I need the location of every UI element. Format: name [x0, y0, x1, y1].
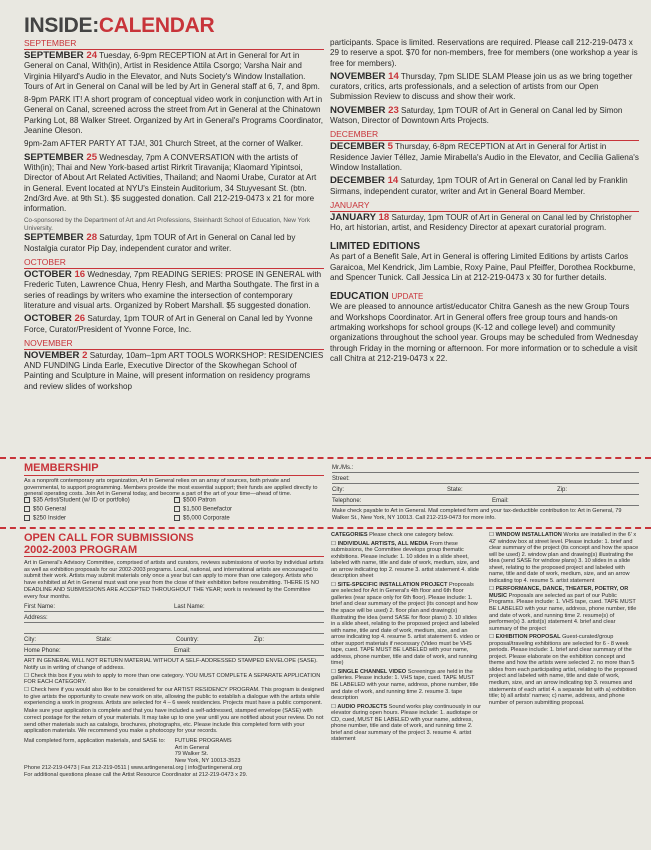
category-text: From these submissions, the Committee develops group thematic exhibitions. Please include: 1. 10 slides in a slide sheet, labeled with name, title and date of work, medium, size, and an arrow indicating top 2. resume 3. artist statement 4. slide description sheet: [331, 540, 480, 580]
categories-column-2: [489, 532, 639, 708]
residency-checkbox[interactable]: ☐ Check here if you would also like to be considered for our ARTIST RESIDENCY PROGRAM. This program is designed to give artists the opportunity to create new work on site, allowing the public to establish a dialogue with the artists while experiencing a work in progress. Artists are selected for 4 – 6 week residencies. Projects must have a public component.: [24, 687, 324, 707]
field-label: Mr./Ms.:: [332, 465, 354, 471]
education-text: We are pleased to announce artist/educator Chitra Ganesh as the new Group Tours and Workshops Coordinator. Art in General offers free group tours and hands-on artmaking workshops for school groups (K-12 and college level) and community organizations throughout the school year. Groups may be scheduled from Wednesday through Friday in the morning or afternoon. For more information or to schedule a visit call Chitra at 212-219-0473 x 22.: [330, 302, 639, 363]
checkbox-icon[interactable]: [174, 506, 180, 512]
category-text: Guest-curated/group proposal/traveling exhibitions are selected for 6 - 8 week periods. Please include: 1. brief and clear summary of the project. Please elaborate on the exhibition concept and theme and how the artists were selected 2. no more than 5 slides from each participating artist, relating to the proposed project and labeled with name, title and date of work, medium, size, and an arrow indicating top 3. resumes and statements of each artist 4. a separate list with a) exhibition title; b) all artists' names; c) name, address, and phone number of person submitting proposal.: [489, 634, 638, 706]
field-label: City:: [24, 636, 36, 643]
field-label: Last Name:: [174, 603, 205, 610]
event-month: JANUARY: [330, 211, 376, 223]
limited-editions-heading: LIMITED EDITIONS: [330, 241, 420, 253]
event-date: [330, 141, 393, 152]
calendar-event: [24, 139, 324, 149]
categories-heading: CATEGORIES: [331, 532, 368, 538]
membership-option-artist[interactable]: [24, 497, 130, 504]
calendar-event: [24, 51, 324, 92]
membership-option-benefactor[interactable]: [174, 506, 232, 513]
checkbox-icon[interactable]: [24, 515, 30, 521]
month-heading: JANUARY: [330, 200, 639, 212]
calendar-event: [24, 270, 324, 311]
category-text: Works are installed in the 6' x 42' window box at street level. Please include: 1. brief and clear summary of the project (its concept and how the space will be used) 2. window plan and drawing(s) illustrating the idea (send SASE for window plans) 3. 10 slides in a slide sheet, relating to the proposed project and labeled with name, title and date of work, medium, size, and an arrow indicating top 4. resume 5. artist statement: [489, 532, 639, 584]
event-day: 18: [378, 211, 390, 223]
membership-option-insider[interactable]: [24, 515, 66, 522]
page-title: [24, 14, 214, 38]
event-date: [24, 50, 97, 61]
education-heading: [330, 291, 639, 302]
calendar-event: [330, 106, 639, 127]
sponsor-note: Co-sponsored by the Department of Art and Art Professions, Steinhardt School of Education, New York University.: [24, 217, 310, 233]
option-label: $5,000 Corporate: [183, 515, 230, 522]
event-date: [24, 313, 85, 324]
category-name: ☐ INDIVIDUAL ARTISTS, ALL MEDIA: [331, 540, 429, 547]
categories-list-2: [489, 532, 639, 706]
city-state-zip-field[interactable]: [332, 484, 639, 495]
event-month: SEPTEMBER: [24, 50, 84, 61]
field-label: Home Phone:: [24, 647, 61, 654]
title-calendar: CALENDAR: [98, 14, 215, 37]
event-text: 8-9pm PARK IT! A short program of conceptual video work in conjunction with Art in General on Canal, screened across the street from Art in General at the Chinatown Parking Lot, 88 Walker Street. Organized by Art in General's Programs Coordinator, Jeanine Oleson.: [24, 95, 324, 136]
event-date: [330, 212, 389, 223]
calendar-event: [330, 213, 639, 234]
membership-option-patron[interactable]: [174, 497, 216, 504]
event-text: Saturday, 1pm TOUR of Art in General on Canal led by Simon Watson, Director of Downtown Arts Projects.: [330, 105, 623, 126]
field-label: Telephone:: [332, 498, 362, 504]
event-day: 5: [387, 141, 393, 153]
month-heading: DECEMBER: [330, 129, 639, 141]
event-text: Saturday, 1pm TOUR of Art in General on Canal led by Christopher Ho, art historian, artist, and Residency Director at apexart curatorial program.: [330, 212, 632, 233]
field-label: Address:: [24, 614, 48, 621]
title-inside: INSIDE:: [24, 14, 99, 37]
event-date: [24, 269, 85, 280]
event-text: Wednesday, 7pm A CONVERSATION with the artists of With(in); Thai and New York-based artist Rirkrit Tiravanija; Klaomard Yipintsoi, Director of About Art Related Activities, Thailand; and Naomi Urabe, Curator at Art in General. Event located at NYU's Einstein Auditorium, 34 Stuyvesant St. (btn. 2nd/3rd Ave. at 9th St.). $5 suggested donation. Call 212-219-0473 x 21 for more information.: [24, 152, 317, 214]
calendar-event: [24, 153, 324, 215]
option-label: $50 General: [33, 506, 67, 513]
event-text: Thursday, 7pm SLIDE SLAM Please join us as we bring together curators, critics, arts professionals, and a selection of artists from our Open Submission Review to discuss and show their work.: [330, 71, 633, 102]
city-state-country-zip-field[interactable]: [24, 634, 324, 645]
field-label: State:: [447, 487, 463, 493]
event-day: 16: [74, 269, 86, 281]
perforation-line-bottom: [0, 527, 651, 529]
event-text: Thursday, 6-8pm RECEPTION at Art in General for Artist in Residence Javier Téllez, Jamie Mirabella's Audio in the Elevator, and Cecilia Galiena's Window Installation.: [330, 142, 639, 172]
field-label: Email:: [492, 498, 509, 504]
option-label: $250 Insider: [33, 515, 67, 522]
event-month: SEPTEMBER: [24, 151, 84, 163]
event-day: 28: [86, 232, 98, 244]
calendar-event: [24, 233, 324, 254]
contact-line: Phone 212-219-0473 | Fax 212-219-0511 | www.artingeneral.org | info@artingeneral.org: [24, 764, 242, 771]
category-option[interactable]: [331, 582, 481, 667]
sase-note: ART IN GENERAL WILL NOT RETURN MATERIAL WITHOUT A SELF-ADDRESSED STAMPED ENVELOPE (SASE). Notify us in writing of change of address.: [24, 658, 318, 671]
category-text: Screenings are held in the galleries. Please include: 1. VHS tape, cued. TAPE MUST BE LABELED with your name, address, phone number, title and date of work, and running time 2. resume 3. tape description: [331, 668, 479, 702]
address-line: Art in General: [174, 744, 210, 751]
checkbox-icon[interactable]: [24, 497, 30, 503]
event-date: [330, 71, 399, 82]
category-option[interactable]: [331, 669, 481, 702]
category-option[interactable]: [331, 541, 481, 580]
event-month: OCTOBER: [24, 313, 72, 325]
address-field[interactable]: [24, 612, 324, 623]
category-text: Proposals are selected for Art in General's 4th floor and 6th floor galleries (rear space only for 6th floor). Please include: 1. brief and clear summary of the project (its concept and how the space will be used) 2. floor plan and drawing(s) illustrating the idea (send SASE for floor plans) 3. 10 slides in a slide sheet, relating to the proposed project and labeled with name, title and date of work, medium, size, and an arrow indicating top 4. resume 5. artist statement 6. video or other support materials if necessary (Video must be VHS tape, cued. TAPE MUST BE LABELED with your name, address, phone number, title and date of work, and running time): [331, 581, 480, 667]
application-instructions: Make sure your application is complete and that you have included a self-addressed, stamped envelope (SASE) with correct postage for the return of your materials. It may take up to one year until you are notified about your review. Do not send other materials such as catalogs, brochures, photographs, etc. Please include this completed form with your application materials. We recommend you make a photocopy for your records.: [24, 708, 324, 735]
event-month: OCTOBER: [24, 269, 72, 281]
category-option[interactable]: [489, 634, 639, 706]
month-heading: SEPTEMBER: [24, 38, 324, 50]
field-label: Street:: [332, 476, 350, 482]
event-text: 9pm-2am AFTER PARTY AT TJA!, 301 Church Street, at the corner of Walker.: [24, 139, 304, 149]
membership-heading: MEMBERSHIP: [24, 462, 324, 476]
category-text: Proposals are selected as part of our Public Programs. Please include: 1. VHS tape, cued. TAPE MUST BE LABELED with your name, address, phone number, title and date of work, and running time 2. resume(s) of performer(s) 3. artist(s) statement 4. brief and clear summary of the project: [489, 592, 637, 632]
event-month: NOVEMBER: [330, 70, 386, 82]
event-day: 2: [82, 349, 88, 361]
open-call-intro: Art in General's Advisory Committee, comprised of artists and curators, reviews submissions of works by individual artists as well as exhibition proposals for our 2002-2003 programs. Local, national, and international artists are encouraged to submit their work. Artists may submit materials only once a year but can apply to more than one category. Artists who have exhibited at Art in General must wait one year from the close of their exhibition before resubmitting. THERE IS NO DEADLINE AND SUBMISSIONS ARE ACCEPTED THROUGHOUT THE YEAR; work is reviewed by the Committee every four months.: [24, 560, 324, 600]
field-label: City:: [332, 487, 344, 493]
category-name: ☐ EXHIBITION PROPOSAL: [489, 634, 561, 641]
category-name: ☐ SINGLE CHANNEL VIDEO: [331, 668, 407, 675]
event-month: NOVEMBER: [24, 349, 80, 361]
option-label: $1,500 Benefactor: [183, 506, 233, 513]
open-call-section: [24, 532, 639, 842]
checkbox-icon[interactable]: [24, 506, 30, 512]
open-call-left: [24, 560, 324, 780]
name-fields[interactable]: [24, 601, 324, 612]
open-call-heading: OPEN CALL FOR SUBMISSIONS: [24, 532, 194, 544]
multi-category-checkbox[interactable]: ☐ Check this box if you wish to apply to more than one category. YOU MUST COMPLETE A SEPARATE APPLICATION FOR EACH CATEGORY.: [24, 672, 321, 686]
phone-email-field[interactable]: [332, 495, 639, 506]
event-text: Wednesday, 7pm READING SERIES: PROSE IN GENERAL with Frederic Tuten, Lawrence Chua, Henry Flesh, and Martha Southgate. The first in a series of readings by writers who examine the intersection of contemporary literature and visual arts. Organized by Robert Marshall. $5 suggested donation.: [24, 270, 322, 310]
event-text: Saturday, 1pm TOUR of Art in General on Canal led by Franklin Sirmans, independent curator, writer and Art in General Board Member.: [330, 176, 628, 196]
category-name: ☐ SITE-SPECIFIC INSTALLATION PROJECT: [331, 581, 448, 588]
event-day: 14: [387, 175, 399, 187]
education-heading-text: EDUCATION: [330, 291, 389, 303]
field-label: First Name:: [24, 603, 56, 610]
open-call-rule: [24, 556, 324, 557]
event-month: DECEMBER: [330, 175, 385, 187]
category-name: ☐ WINDOW INSTALLATION: [489, 532, 562, 538]
event-text: participants. Space is limited. Reservations are required. Please call 212-219-0473 x 29 to reserve a spot. $70 for non-members, free for members (one workshop a year is free for members).: [330, 38, 638, 68]
calendar-event: [24, 95, 324, 136]
category-text: Sound works play continuously in our elevator during open hours. Please include: 1. audiotape or CD, cued, MUST BE LABELED with your name, address, phone number, title and date of work, and running time 2. brief and clear summary of the project 3. resume 4. artist statement: [331, 703, 481, 743]
category-option[interactable]: [489, 586, 639, 632]
category-option[interactable]: [331, 704, 481, 743]
membership-note: Make check payable to Art in General. Mail completed form and your tax-deductible contribution to: Art in General, 79 Walker St., New York, NY 10013. Call 212-219-0473 for more info.: [332, 508, 622, 521]
checkbox-icon[interactable]: [174, 515, 180, 521]
field-label: Zip:: [557, 487, 568, 493]
event-month: DECEMBER: [330, 141, 385, 153]
calendar-event: [24, 314, 324, 335]
education-update-label: UPDATE: [391, 292, 424, 302]
calendar-left-column: [24, 38, 324, 395]
phone-email-field[interactable]: [24, 645, 324, 656]
event-day: 23: [388, 104, 399, 116]
calendar-right-column: [330, 38, 639, 367]
membership-option-corporate[interactable]: [174, 515, 230, 522]
field-label: State:: [96, 636, 112, 643]
field-label: Country:: [176, 636, 199, 643]
address-block: [175, 738, 241, 765]
membership-form: [332, 462, 639, 521]
categories-hint: Please check one category below.: [369, 532, 454, 538]
name-field[interactable]: [332, 462, 639, 473]
event-day: 25: [86, 151, 98, 163]
calendar-event: [330, 142, 639, 173]
event-date: [24, 152, 97, 163]
perforation-line-top: [0, 457, 651, 459]
mailing-address: [24, 738, 324, 765]
calendar-event: [330, 38, 639, 69]
calendar-event: [24, 351, 324, 392]
event-text: Saturday, 1pm TOUR of Art in General on Canal led by Nostalgia curator Pip Day, independent curator and writer.: [24, 233, 296, 253]
calendar-event: [330, 176, 639, 197]
address-line: FUTURE PROGRAMS: [174, 737, 232, 744]
calendar-right-events: [330, 38, 639, 233]
mail-instruction: Mail completed form, application materials, and SASE to:: [24, 737, 166, 744]
contact-line-2: For additional questions please call the Artist Resource Coordinator at 212-219-0473 x 29.: [24, 772, 248, 779]
event-date: [24, 350, 87, 361]
event-month: NOVEMBER: [330, 104, 386, 116]
event-text: Saturday, 1pm TOUR of Art in General on Canal led by Yvonne Force, Curator/President of Yvonne Force, Inc.: [24, 314, 313, 334]
event-text: Tuesday, 6-9pm RECEPTION at Art in General for Art in General on Canal, With(in), Artist in Residence Attila Csorgo; Varsha Nair and Virginia Hilyard's Audio in the Elevator, and Nuts Society's Window Installation. Tours of Art in General on Canal will be led by Art in General staff at 6, 7, and 8pm.: [24, 51, 320, 91]
event-day: 14: [388, 70, 399, 82]
open-call-subheading: 2002-2003 PROGRAM: [24, 544, 138, 556]
address-line2-field[interactable]: [24, 623, 324, 634]
category-option[interactable]: [489, 532, 639, 584]
categories-label: [331, 532, 481, 539]
calendar-section: [24, 14, 639, 454]
categories-list-1: [331, 541, 481, 743]
option-label: $35 Artist/Student (w/ ID or portfolio): [33, 497, 130, 504]
membership-description: As a nonprofit contemporary arts organization, Art in General relies on an array of sources, both private and governmental, to support programming. Members provide the most essential support; their funds are applied directly to general operating costs. Join Art in General today, and become a part of the art of your time—ahead of time.: [24, 478, 318, 498]
event-date: [330, 175, 398, 186]
event-month: SEPTEMBER: [24, 232, 84, 244]
event-date: [24, 232, 97, 243]
categories-column-1: [331, 532, 481, 745]
membership-option-general[interactable]: [24, 506, 66, 513]
address-line: 79 Walker St.: [174, 751, 209, 758]
event-day: 24: [86, 50, 98, 61]
category-name: ☐ PERFORMANCE, DANCE, THEATER, POETRY, OR MUSIC: [489, 586, 629, 599]
field-label: Email:: [174, 647, 191, 654]
limited-editions-text: As part of a Benefit Sale, Art in General is offering Limited Editions by artists Carlos Garaicoa, Mel Kendrick, Jim Lambie, Roxy Paine, Paul Pfeiffer, Dorothea Rockburne, and Spencer Tunick. Call Jessica Lin at 212-219-0473 x 30 for further details.: [330, 252, 636, 283]
category-name: ☐ AUDIO PROJECTS: [331, 703, 388, 710]
event-day: 26: [74, 313, 86, 325]
month-heading: OCTOBER: [24, 257, 324, 269]
membership-section: [24, 462, 639, 526]
address-line: New York, NY 10013-3523: [174, 758, 241, 765]
checkbox-icon[interactable]: [174, 497, 180, 503]
option-label: $500 Patron: [183, 497, 216, 504]
calendar-event: [330, 72, 639, 103]
event-text: Saturday, 10am–1pm ART TOOLS WORKSHOP: RESIDENCIES AND FUNDING Linda Earle, Executive Director of the Skowhegan School of Painting and Sculpture in Maine, will present information on residency programs and review slides of workshop: [24, 350, 324, 391]
event-date: [330, 105, 399, 116]
street-field[interactable]: [332, 473, 639, 484]
field-label: Zip:: [254, 636, 265, 643]
month-heading: NOVEMBER: [24, 338, 324, 350]
